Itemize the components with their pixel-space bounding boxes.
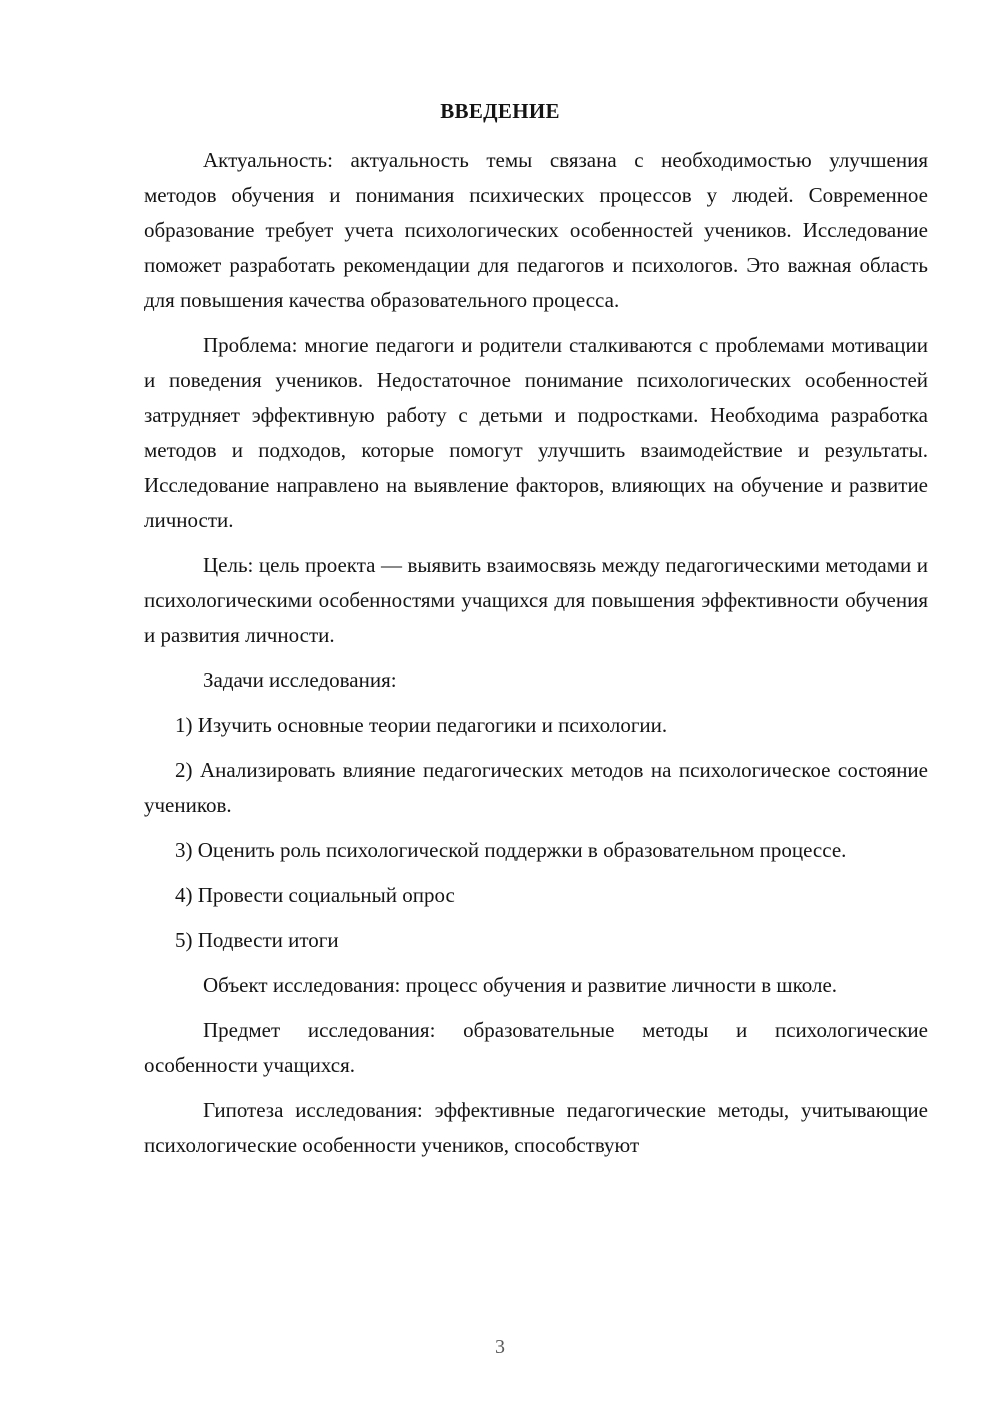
paragraph-relevance: Актуальность: актуальность темы связана с необходимостью улучшения методов обучения и понимания психических процессов у людей. Современное образование требует учета психологических особенностей учеников. Исследование поможет разработать рекомендации для педагогов и психологов. Это важная область для повышения качества образовательного процесса.: [144, 148, 928, 312]
document-body: [144, 143, 928, 1173]
task-item-2: 2) Анализировать влияние педагогических методов на психологическое состояние учеников.: [144, 758, 928, 817]
paragraph-goal: Цель: цель проекта — выявить взаимосвязь между педагогическими методами и психологическими особенностями учащихся для повышения эффективности обучения и развития личности.: [144, 553, 928, 647]
paragraph-object: Объект исследования: процесс обучения и развитие личности в школе.: [203, 973, 838, 997]
paragraph-problem: Проблема: многие педагоги и родители сталкиваются с проблемами мотивации и поведения учеников. Недостаточное понимание психологических особенностей затрудняет эффективную работу с детьми и подростками. Необходима разработка методов и подходов, которые помогут улучшить взаимодействие и результаты. Исследование направлено на выявление факторов, влияющих на обучение и развитие личности.: [144, 333, 928, 532]
paragraph-subject: Предмет исследования: образовательные методы и психологические особенности учащихся.: [144, 1018, 928, 1077]
task-item-3: 3) Оценить роль психологической поддержки в образовательном процессе.: [175, 838, 847, 862]
task-item-4: 4) Провести социальный опрос: [175, 883, 455, 907]
paragraph-hypothesis: Гипотеза исследования: эффективные педагогические методы, учитывающие психологические особенности учеников, способствуют: [144, 1098, 928, 1157]
page-title: ВВЕДЕНИЕ: [440, 99, 560, 123]
paragraph-tasks-heading: Задачи исследования:: [203, 668, 397, 692]
task-item-1: 1) Изучить основные теории педагогики и психологии.: [175, 713, 668, 737]
page-number: 3: [495, 1336, 505, 1358]
task-item-5: 5) Подвести итоги: [175, 928, 339, 952]
